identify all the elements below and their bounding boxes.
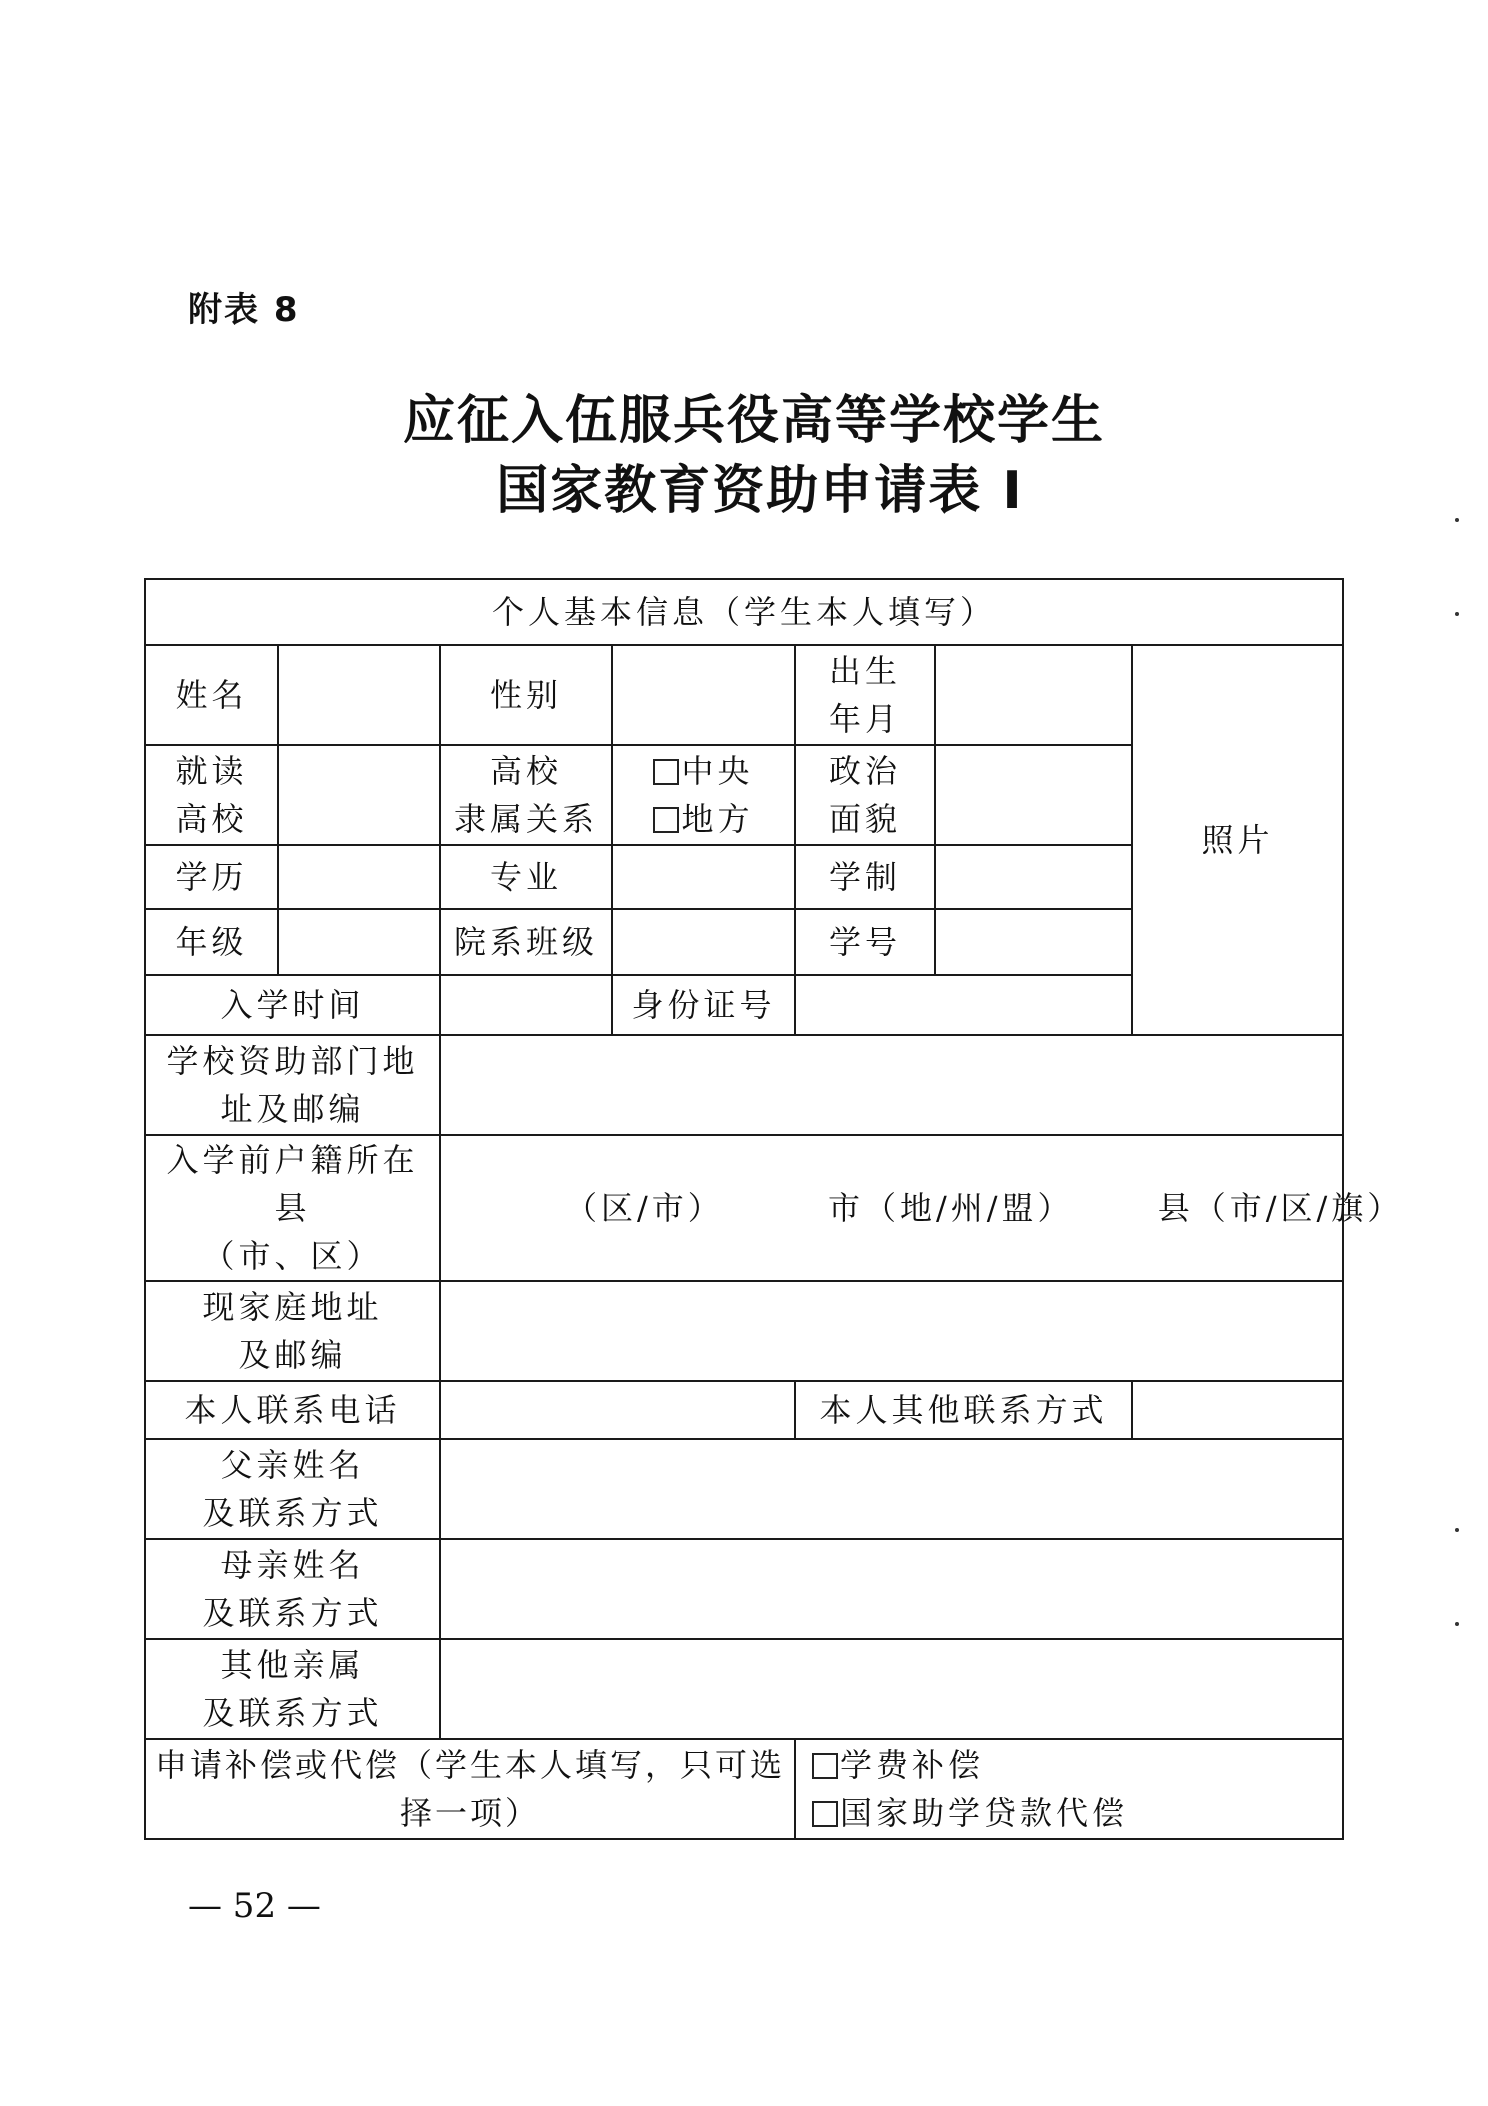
scan-speck: [1455, 612, 1459, 616]
field-major[interactable]: [612, 845, 795, 909]
affiliation-options: [612, 745, 795, 845]
option-local[interactable]: 地方: [617, 795, 790, 843]
hukou-district-suffix: （区/市）: [565, 1189, 724, 1227]
field-relatives[interactable]: [440, 1639, 1343, 1739]
field-political[interactable]: [935, 745, 1132, 845]
field-school[interactable]: [278, 745, 440, 845]
label-political: 政治 面貌: [795, 745, 935, 845]
field-aid-address[interactable]: [440, 1035, 1343, 1135]
form-title-line2: 国家教育资助申请表 I: [496, 461, 1024, 521]
field-grade[interactable]: [278, 909, 440, 975]
form-title-line1: 应征入伍服兵役高等学校学生: [402, 391, 1105, 451]
section-header: 个人基本信息（学生本人填写）: [145, 579, 1343, 645]
label-hukou: 入学前户籍所在县 （市、区）: [145, 1135, 440, 1281]
label-other-contact: 本人其他联系方式: [795, 1381, 1132, 1439]
field-father[interactable]: [440, 1439, 1343, 1539]
checkbox-loan[interactable]: [812, 1801, 838, 1827]
field-id-number[interactable]: [795, 975, 1132, 1035]
checkbox-tuition[interactable]: [812, 1753, 838, 1779]
option-central[interactable]: 中央: [617, 747, 790, 795]
label-apply-compensation: 申请补偿或代偿（学生本人填写，只可选 择一项）: [145, 1739, 795, 1839]
label-schooling-length: 学制: [795, 845, 935, 909]
label-mother: 母亲姓名 及联系方式: [145, 1539, 440, 1639]
hukou-county-suffix: 县（市/区/旗）: [1157, 1189, 1404, 1227]
label-school: 就读 高校: [145, 745, 278, 845]
label-grade: 年级: [145, 909, 278, 975]
label-name: 姓名: [145, 645, 278, 745]
label-id-number: 身份证号: [612, 975, 795, 1035]
checkbox-local[interactable]: [653, 807, 679, 833]
option-tuition[interactable]: 学费补偿: [812, 1741, 1338, 1789]
field-mother[interactable]: [440, 1539, 1343, 1639]
field-gender[interactable]: [612, 645, 795, 745]
application-form-table: [144, 578, 1404, 1840]
label-relatives: 其他亲属 及联系方式: [145, 1639, 440, 1739]
field-education[interactable]: [278, 845, 440, 909]
label-home-address: 现家庭地址 及邮编: [145, 1281, 440, 1381]
field-home-address[interactable]: [440, 1281, 1343, 1381]
checkbox-central[interactable]: [653, 759, 679, 785]
attachment-label: 附表 8: [188, 290, 300, 330]
field-birth[interactable]: [935, 645, 1132, 745]
label-aid-address: 学校资助部门地 址及邮编: [145, 1035, 440, 1135]
option-loan[interactable]: 国家助学贷款代偿: [812, 1789, 1338, 1837]
compensation-options: [795, 1739, 1343, 1839]
label-student-id: 学号: [795, 909, 935, 975]
label-birth: 出生 年月: [795, 645, 935, 745]
field-enroll-time[interactable]: [440, 975, 612, 1035]
label-father: 父亲姓名 及联系方式: [145, 1439, 440, 1539]
photo-cell: 照片: [1132, 645, 1343, 1035]
scan-speck: [1455, 1622, 1459, 1626]
field-phone[interactable]: [440, 1381, 795, 1439]
field-other-contact[interactable]: [1132, 1381, 1343, 1439]
label-enroll-time: 入学时间: [145, 975, 440, 1035]
label-major: 专业: [440, 845, 612, 909]
label-department-class: 院系班级: [440, 909, 612, 975]
label-affiliation: 高校 隶属关系: [440, 745, 612, 845]
label-phone: 本人联系电话: [145, 1381, 440, 1439]
page-number: — 52 —: [188, 1886, 321, 1926]
field-department-class[interactable]: [612, 909, 795, 975]
field-hukou[interactable]: [440, 1135, 1404, 1281]
field-schooling-length[interactable]: [935, 845, 1132, 909]
field-name[interactable]: [278, 645, 440, 745]
scan-speck: [1455, 1528, 1459, 1532]
label-gender: 性别: [440, 645, 612, 745]
label-education: 学历: [145, 845, 278, 909]
field-student-id[interactable]: [935, 909, 1132, 975]
hukou-city-suffix: 市（地/州/盟）: [827, 1189, 1074, 1227]
scan-speck: [1455, 518, 1459, 522]
